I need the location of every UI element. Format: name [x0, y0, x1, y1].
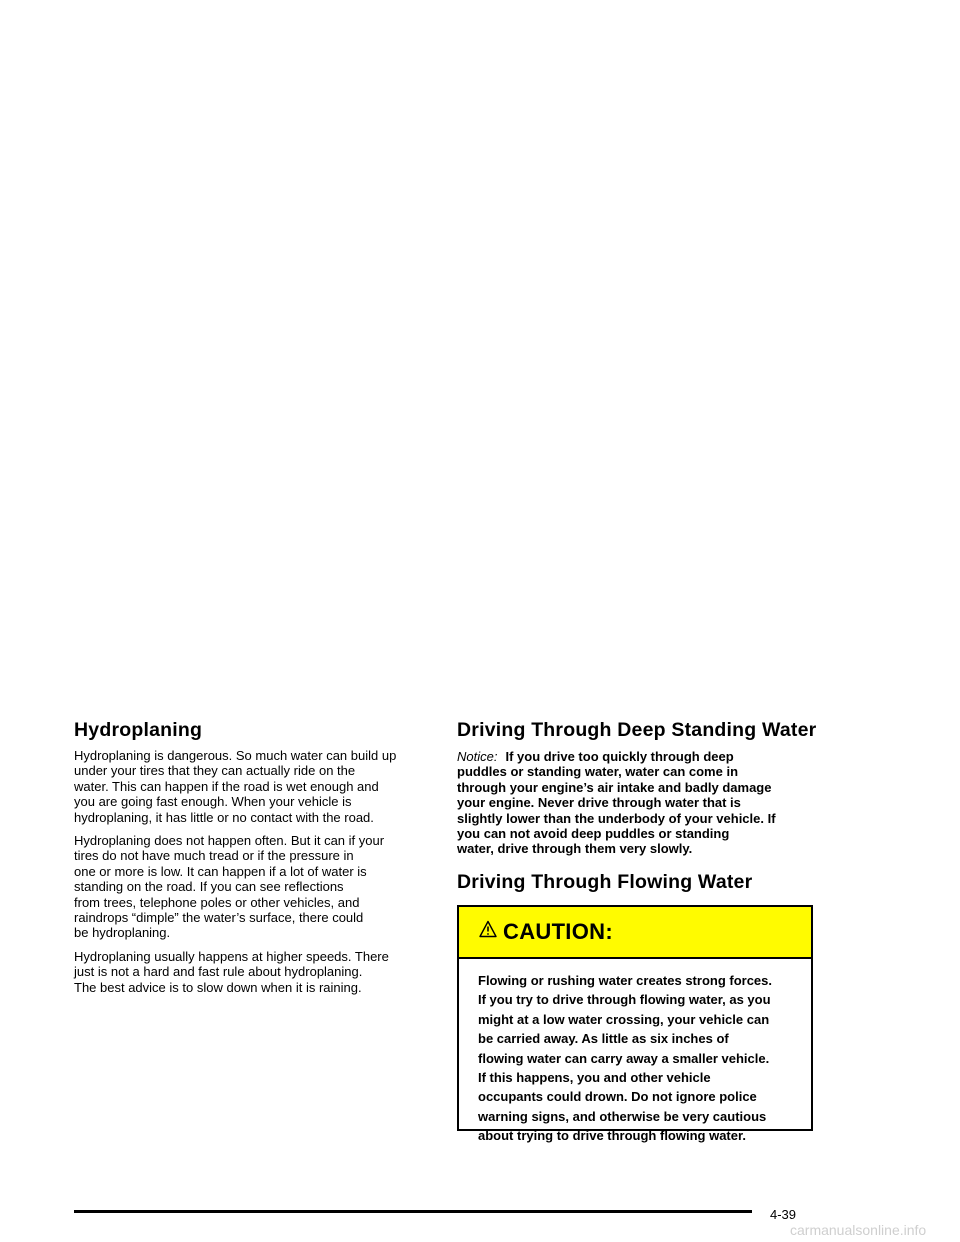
watermark: carmanualsonline.info [790, 1222, 927, 1238]
notice-text: If you drive too quickly through deep puddles or standing water, water can come in through your engine’s air intake and badly damage your engine. Never drive through water that is slightly lower than the underbody of your vehicle. If you can not avoid deep puddles or standing water, drive through them very slowly. [457, 749, 776, 857]
flowing-water-heading: Driving Through Flowing Water [457, 870, 753, 893]
hydroplaning-paragraph-1: Hydroplaning is dangerous. So much water can build up under your tires that they can actually ride on the water. This can happen if the road is wet enough and you are going fast enough. When your vehicle is hydroplaning, it has little or no contact with the road. [74, 748, 397, 825]
hydroplaning-section [74, 717, 436, 1003]
hydroplaning-paragraph-2: Hydroplaning does not happen often. But it can if your tires do not have much tread or if the pressure in one or more is low. It can happen if a lot of water is standing on the road. If you can see reflections from trees, telephone poles or other vehicles, and raindrops “dimple” the water’s surface, there could be hydroplaning. [74, 833, 385, 941]
notice-paragraph [457, 749, 819, 857]
page-number: 4-39 [770, 1207, 797, 1222]
water-driving-section [457, 717, 819, 895]
caution-title: CAUTION: [503, 919, 613, 944]
caution-header [459, 907, 811, 959]
notice-label: Notice: [457, 749, 498, 764]
caution-box [457, 905, 813, 1144]
deep-water-heading: Driving Through Deep Standing Water [457, 719, 817, 741]
warning-triangle-icon [479, 920, 497, 938]
hydroplaning-paragraph-3: Hydroplaning usually happens at higher speeds. There just is not a hard and fast rule about hydroplaning. The best advice is to slow down when it is raining. [74, 948, 389, 995]
caution-body: Flowing or rushing water creates strong forces. If you try to drive through flowing water, as you might at a low water crossing, your vehicle can be carried away. As little as six inches of flowing water can carry away a smaller vehicle. If this happens, you and other vehicle occupants could drown. Do not ignore police warning signs, and otherwise be very cautious about trying to drive through flowing water. [478, 973, 773, 1144]
hydroplaning-heading: Hydroplaning [74, 719, 203, 741]
footer-rule [74, 1210, 752, 1213]
